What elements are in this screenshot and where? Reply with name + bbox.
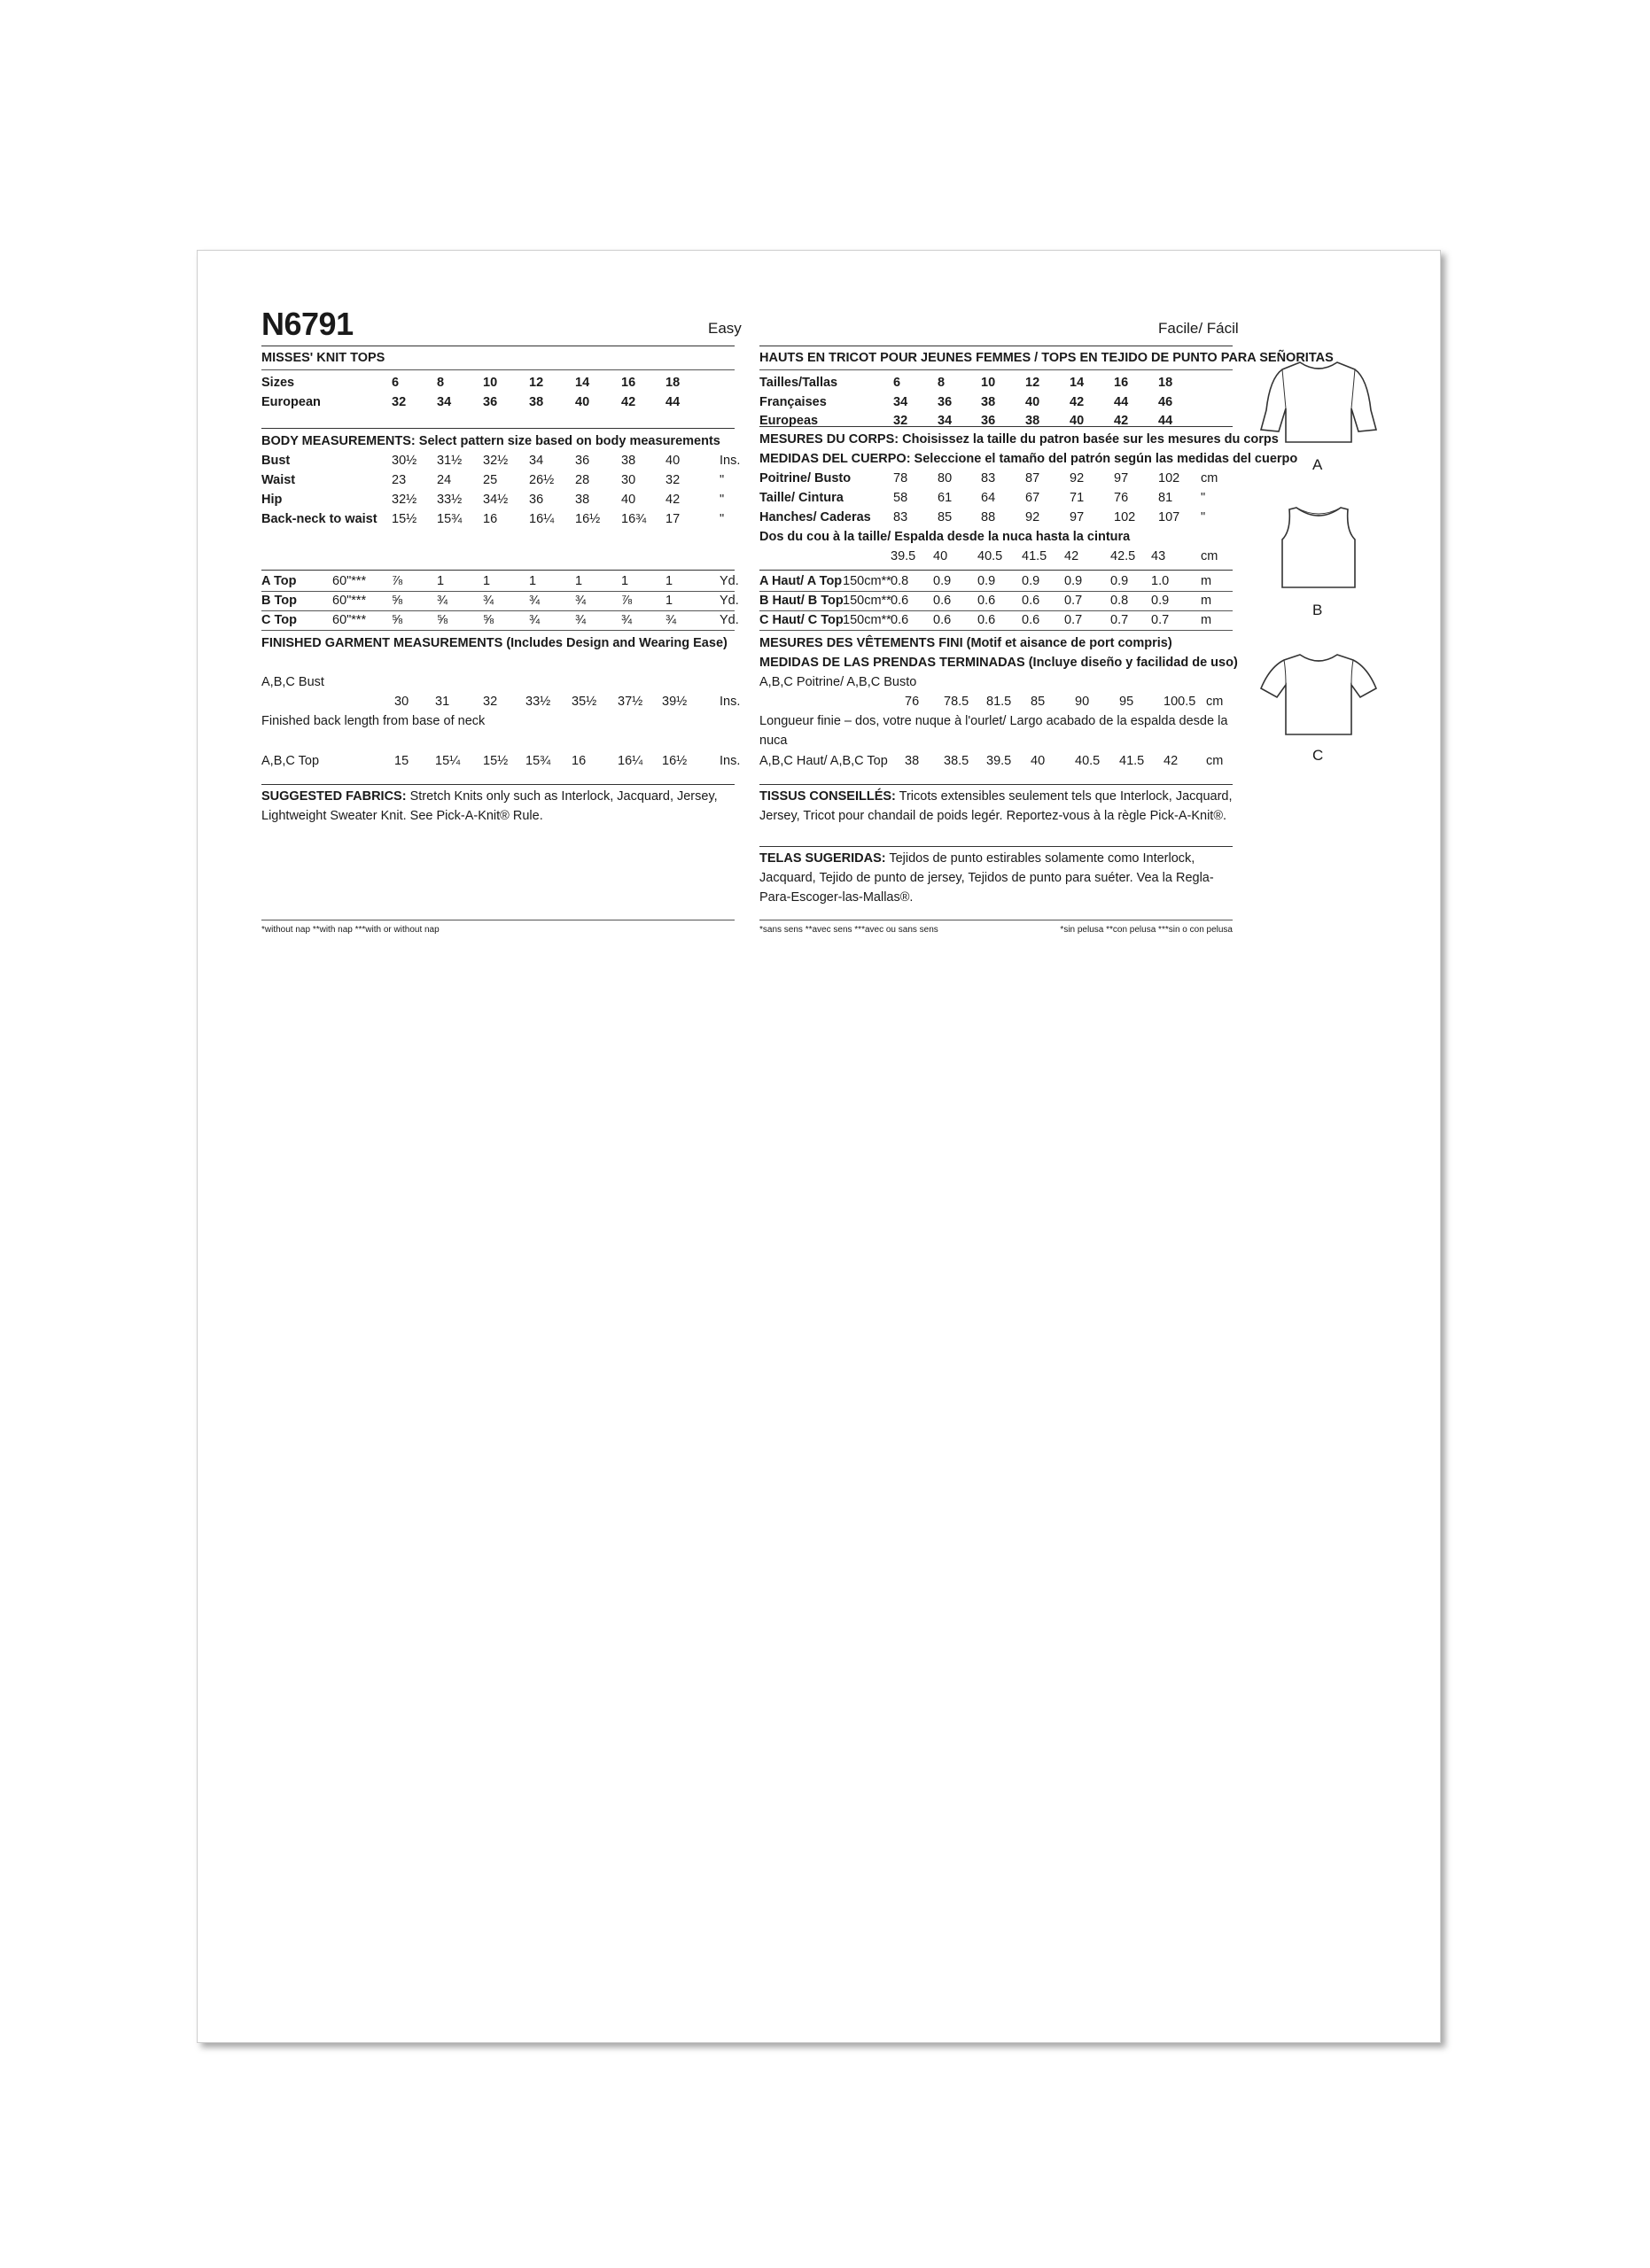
yardage-value: ¾ [665, 613, 677, 627]
size-value: 18 [1158, 376, 1173, 390]
yardage-value: ¾ [621, 613, 633, 627]
yardage-value: 0.6 [977, 594, 996, 608]
yardage-value: 0.6 [1022, 613, 1040, 627]
francaises-size-value: 42 [1070, 395, 1085, 409]
footnote-es: *sin pelusa **con pelusa ***sin o con pelusa [1060, 925, 1233, 935]
body-value: 81 [1158, 491, 1173, 505]
size-value: 8 [437, 376, 445, 390]
body-value: 97 [1070, 510, 1085, 524]
finished-top-value: 40.5 [1075, 754, 1101, 768]
top-label-fr-es: A,B,C Haut/ A,B,C Top [759, 754, 888, 768]
body-value: 16¾ [621, 512, 647, 526]
yardage-value: ⅝ [483, 613, 494, 627]
fabric-width: 60"*** [332, 613, 367, 627]
finished-bust-value: 85 [1031, 695, 1046, 709]
body-value: 71 [1070, 491, 1085, 505]
size-value: 6 [893, 376, 901, 390]
body-value: 23 [392, 473, 407, 487]
body-value: 80 [938, 471, 953, 485]
unit-label: Yd. [720, 613, 739, 627]
finished-bust-value: 33½ [525, 695, 551, 709]
footnote-fr: *sans sens **avec sens ***avec ou sans sens [759, 925, 938, 935]
body-row-label: Back-neck to waist [261, 512, 377, 526]
european-size-value: 40 [575, 395, 590, 409]
yardage-value: 0.7 [1151, 613, 1170, 627]
body-value: 67 [1025, 491, 1040, 505]
body-heading-es-rest: Seleccione el tamaño del patrón según las medidas del cuerpo [910, 452, 1298, 466]
yardage-value: 0.6 [1022, 594, 1040, 608]
yardage-value: 1 [529, 574, 537, 588]
body-value: 34 [529, 454, 544, 468]
yardage-value: 0.9 [933, 574, 952, 588]
fabrics-text: Stretch Knits only such as Interlock, Jacquard, Jersey, Lightweight Sweater Knit. See Pick-A-Knit® Rule. [261, 789, 718, 823]
european-size-value: 32 [392, 395, 407, 409]
yardage-value: 1 [665, 594, 673, 608]
body-value: 40 [621, 493, 636, 507]
fabrics-es-text: Tejidos de punto estirables solamente como Interlock, Jacquard, Tejido de punto de jersey, Tejidos de punto para suéter. Vea la Regla-Para-Escoger-las-Mallas®. [759, 851, 1214, 905]
finished-bust-value: 30 [394, 695, 409, 709]
unit-label: Ins. [720, 454, 741, 468]
finished-bust-value: 32 [483, 695, 498, 709]
yardage-value: 1 [437, 574, 445, 588]
yardage-value: ⅞ [621, 594, 633, 608]
yardage-value: ¾ [575, 594, 587, 608]
finished-top-value: 15½ [483, 754, 509, 768]
sleeveless-top-b-icon [1277, 504, 1360, 591]
back-label-fr-es: Dos du cou à la taille/ Espalda desde la nuca hasta la cintura [759, 530, 1131, 544]
view-a-label: A [1312, 456, 1323, 473]
fabric-width: 60"*** [332, 594, 367, 608]
sizes-label-fr-es: Tailles/Tallas [759, 376, 838, 390]
european-size-value: 38 [529, 395, 544, 409]
body-value: 24 [437, 473, 452, 487]
unit-label: m [1201, 613, 1212, 627]
size-value: 16 [621, 376, 636, 390]
yardage-value: 1 [575, 574, 583, 588]
yardage-value: 1.0 [1151, 574, 1170, 588]
body-value: 16 [483, 512, 498, 526]
finished-top-value: 40 [1031, 754, 1046, 768]
size-value: 12 [529, 376, 544, 390]
europeas-size-value: 42 [1114, 414, 1129, 428]
body-value: 64 [981, 491, 996, 505]
body-value: 32½ [392, 493, 417, 507]
yardage-row-label-fr-es: B Haut/ B Top [759, 594, 844, 608]
finished-bust-value: 31 [435, 695, 450, 709]
difficulty-label: Easy [708, 320, 742, 337]
yardage-row-label: C Top [261, 613, 297, 627]
francaises-size-value: 44 [1114, 395, 1129, 409]
finished-top-value: 15¾ [525, 754, 551, 768]
finished-top-value: 42 [1164, 754, 1179, 768]
view-c-label: C [1312, 747, 1324, 764]
finished-bust-value: 90 [1075, 695, 1090, 709]
body-heading-fr [759, 430, 1279, 449]
size-value: 18 [665, 376, 681, 390]
body-value: 30 [621, 473, 636, 487]
body-value: 38 [575, 493, 590, 507]
european-size-value: 42 [621, 395, 636, 409]
body-value: 36 [529, 493, 544, 507]
body-value: 97 [1114, 471, 1129, 485]
back-length-label: Finished back length from base of neck [261, 714, 486, 728]
finished-bust-value: 39½ [662, 695, 688, 709]
size-value: 10 [981, 376, 996, 390]
body-value: 17 [665, 512, 681, 526]
europeas-size-value: 40 [1070, 414, 1085, 428]
body-heading-rest: Select pattern size based on body measurements [415, 434, 720, 448]
suggested-fabrics-fr [759, 787, 1233, 826]
yardage-value: ¾ [483, 594, 494, 608]
finished-top-value: 16½ [662, 754, 688, 768]
back-value: 43 [1151, 549, 1166, 563]
sizes-rule-fr-es [759, 426, 1233, 427]
fabric-width: 150cm** [843, 613, 891, 627]
unit-label: " [1201, 510, 1206, 524]
back-value: 39.5 [891, 549, 916, 563]
unit-label: cm [1201, 471, 1218, 485]
finished-heading-fr: MESURES DES VÊTEMENTS FINI (Motif et aisance de port compris) [759, 636, 1172, 650]
fabric-width: 60"*** [332, 574, 367, 588]
body-heading-fr-rest: Choisissez la taille du patron basée sur les mesures du corps [899, 432, 1279, 447]
body-value: 16½ [575, 512, 601, 526]
fabrics-rule-es [759, 846, 1233, 847]
body-measurements-heading [261, 431, 720, 451]
yardage-value: 0.9 [1022, 574, 1040, 588]
fabrics-es-bold: TELAS SUGERIDAS: [759, 851, 886, 866]
sizes-label: Sizes [261, 376, 295, 390]
finished-top-value: 41.5 [1119, 754, 1145, 768]
top-label: A,B,C Top [261, 754, 320, 768]
body-row-label-fr-es: Poitrine/ Busto [759, 471, 852, 485]
view-b-label: B [1312, 602, 1323, 618]
yardage-value: ¾ [529, 594, 541, 608]
body-row-label-fr-es: Taille/ Cintura [759, 491, 844, 505]
finished-top-value: 38 [905, 754, 920, 768]
body-value: 34½ [483, 493, 509, 507]
fabrics-rule-fr [759, 784, 1233, 785]
fabrics-rule [261, 784, 735, 785]
body-value: 88 [981, 510, 996, 524]
title-underline-fr-es [759, 369, 1233, 370]
finished-top-value: 38.5 [944, 754, 969, 768]
finished-heading: FINISHED GARMENT MEASUREMENTS (Includes Design and Wearing Ease) [261, 636, 728, 650]
unit-label: " [720, 493, 725, 507]
finished-bust-value: 37½ [618, 695, 643, 709]
finished-bust-value: 76 [905, 695, 920, 709]
yardage-value: 0.7 [1064, 594, 1083, 608]
body-value: 40 [665, 454, 681, 468]
yardage-top-rule-fr-es [759, 570, 1233, 571]
yardage-value: 0.7 [1064, 613, 1083, 627]
body-row-label: Waist [261, 473, 296, 487]
francaises-size-value: 38 [981, 395, 996, 409]
suggested-fabrics-es [759, 849, 1233, 907]
body-value: 32½ [483, 454, 509, 468]
body-value: 102 [1114, 510, 1136, 524]
unit-label: " [720, 473, 725, 487]
pattern-title-fr-es: HAUTS EN TRICOT POUR JEUNES FEMMES / TOPS EN TEJIDO DE PUNTO PARA SEÑORITAS [759, 351, 1334, 365]
body-value: 85 [938, 510, 953, 524]
sleeved-top-a-icon [1259, 357, 1378, 446]
pattern-number: N6791 [261, 306, 354, 342]
size-value: 16 [1114, 376, 1129, 390]
body-value: 33½ [437, 493, 463, 507]
finished-bust-value: 81.5 [986, 695, 1012, 709]
yardage-value: ⅝ [392, 613, 403, 627]
body-value: 26½ [529, 473, 555, 487]
unit-label: Ins. [720, 754, 741, 768]
europeas-size-value: 36 [981, 414, 996, 428]
back-value: 42.5 [1110, 549, 1136, 563]
body-value: 92 [1070, 471, 1085, 485]
yardage-row-rule [759, 630, 1233, 631]
europeas-size-value: 38 [1025, 414, 1040, 428]
body-value: 32 [665, 473, 681, 487]
yardage-value: 0.9 [977, 574, 996, 588]
finished-top-value: 16¼ [618, 754, 643, 768]
europeas-size-value: 34 [938, 414, 953, 428]
bust-label: A,B,C Bust [261, 675, 324, 689]
yardage-value: 0.6 [977, 613, 996, 627]
yardage-value: 0.6 [891, 594, 909, 608]
body-value: 83 [893, 510, 908, 524]
body-row-label-fr-es: Hanches/ Caderas [759, 510, 871, 524]
back-value: 41.5 [1022, 549, 1047, 563]
body-value: 25 [483, 473, 498, 487]
unit-label: m [1201, 594, 1212, 608]
yardage-row-label: B Top [261, 594, 297, 608]
body-value: 28 [575, 473, 590, 487]
size-value: 6 [392, 376, 400, 390]
finished-bust-value: 78.5 [944, 695, 969, 709]
length-text-fr-es: Longueur finie – dos, votre nuque à l'ourlet/ Largo acabado de la espalda desde la nuca [759, 714, 1228, 748]
unit-label: m [1201, 574, 1212, 588]
yardage-row-rule [261, 630, 735, 631]
yardage-value: 0.7 [1110, 613, 1129, 627]
body-row-label: Hip [261, 493, 283, 507]
body-value: 83 [981, 471, 996, 485]
unit-label: Ins. [720, 695, 741, 709]
yardage-value: 1 [621, 574, 629, 588]
francaises-label: Françaises [759, 395, 827, 409]
back-value: 40.5 [977, 549, 1003, 563]
finished-top-value: 15 [394, 754, 409, 768]
back-value: 40 [933, 549, 948, 563]
yardage-row-label-fr-es: C Haut/ C Top [759, 613, 844, 627]
size-value: 10 [483, 376, 498, 390]
unit-label: Yd. [720, 574, 739, 588]
finished-heading-es: MEDIDAS DE LAS PRENDAS TERMINADAS (Incluye diseño y facilidad de uso) [759, 656, 1238, 670]
yardage-value: 0.9 [1110, 574, 1129, 588]
unit-label: cm [1201, 549, 1218, 563]
europeas-size-value: 44 [1158, 414, 1173, 428]
body-value: 58 [893, 491, 908, 505]
body-value: 31½ [437, 454, 463, 468]
yardage-value: 0.6 [933, 613, 952, 627]
body-row-label: Bust [261, 454, 291, 468]
body-value: 15½ [392, 512, 417, 526]
francaises-size-value: 34 [893, 395, 908, 409]
yardage-value: 1 [665, 574, 673, 588]
body-value: 107 [1158, 510, 1180, 524]
finished-bust-value: 35½ [572, 695, 597, 709]
yardage-value: 0.6 [891, 613, 909, 627]
size-value: 14 [575, 376, 590, 390]
pattern-title: MISSES' KNIT TOPS [261, 351, 385, 365]
yardage-value: ⅝ [437, 613, 448, 627]
yardage-row-label-fr-es: A Haut/ A Top [759, 574, 843, 588]
body-value: 92 [1025, 510, 1040, 524]
body-value: 78 [893, 471, 908, 485]
body-heading-fr-bold: MESURES DU CORPS: [759, 432, 899, 447]
back-value: 42 [1064, 549, 1079, 563]
yardage-value: ⅞ [392, 574, 403, 588]
francaises-size-value: 36 [938, 395, 953, 409]
sizes-rule [261, 428, 735, 429]
unit-label: cm [1206, 754, 1224, 768]
finished-bust-value: 95 [1119, 695, 1134, 709]
yardage-value: 0.6 [933, 594, 952, 608]
european-size-value: 34 [437, 395, 452, 409]
fabric-width: 150cm** [843, 594, 891, 608]
size-value: 8 [938, 376, 946, 390]
difficulty-label-fr-es: Facile/ Fácil [1158, 320, 1239, 337]
european-label: European [261, 395, 321, 409]
body-value: 61 [938, 491, 953, 505]
unit-label: Yd. [720, 594, 739, 608]
body-value: 102 [1158, 471, 1180, 485]
fabrics-fr-text: Tricots extensibles seulement tels que Interlock, Jacquard, Jersey, Tricot pour chandail de poids legér. Reportez-vous à la règle Pick-A-Knit®. [759, 789, 1233, 823]
yardage-value: 0.8 [891, 574, 909, 588]
unit-label: cm [1206, 695, 1224, 709]
yardage-value: 1 [483, 574, 491, 588]
title-underline [261, 369, 735, 370]
body-value: 87 [1025, 471, 1040, 485]
europeas-size-value: 32 [893, 414, 908, 428]
unit-label: " [1201, 491, 1206, 505]
finished-bust-value: 100.5 [1164, 695, 1196, 709]
fabrics-fr-bold: TISSUS CONSEILLÉS: [759, 789, 896, 804]
body-value: 76 [1114, 491, 1129, 505]
europeas-label: Europeas [759, 414, 819, 428]
suggested-fabrics [261, 787, 735, 826]
finished-top-value: 15¼ [435, 754, 461, 768]
size-value: 14 [1070, 376, 1085, 390]
pattern-sheet [197, 250, 1441, 2043]
unit-label: " [720, 512, 725, 526]
francaises-size-value: 46 [1158, 395, 1173, 409]
body-value: 42 [665, 493, 681, 507]
yardage-value: ⅝ [392, 594, 403, 608]
body-heading-es-bold: MEDIDAS DEL CUERPO: [759, 452, 911, 466]
yardage-value: ¾ [529, 613, 541, 627]
size-value: 12 [1025, 376, 1040, 390]
yardage-value: 0.9 [1064, 574, 1083, 588]
finished-top-value: 39.5 [986, 754, 1012, 768]
european-size-value: 36 [483, 395, 498, 409]
european-size-value: 44 [665, 395, 681, 409]
yardage-value: 0.8 [1110, 594, 1129, 608]
body-value: 16¼ [529, 512, 555, 526]
fabrics-bold: SUGGESTED FABRICS: [261, 789, 407, 804]
yardage-value: ¾ [437, 594, 448, 608]
finished-top-value: 16 [572, 754, 587, 768]
body-value: 15¾ [437, 512, 463, 526]
body-heading-es [759, 449, 1297, 469]
fabric-width: 150cm** [843, 574, 891, 588]
yardage-value: ¾ [575, 613, 587, 627]
short-sleeve-top-c-icon [1259, 649, 1378, 738]
body-value: 38 [621, 454, 636, 468]
bust-label-fr-es: A,B,C Poitrine/ A,B,C Busto [759, 675, 917, 689]
body-heading-bold: BODY MEASUREMENTS: [261, 434, 416, 448]
yardage-row-label: A Top [261, 574, 297, 588]
yardage-top-rule [261, 570, 735, 571]
body-value: 30½ [392, 454, 417, 468]
francaises-size-value: 40 [1025, 395, 1040, 409]
footnote: *without nap **with nap ***with or without nap [261, 925, 440, 935]
body-value: 36 [575, 454, 590, 468]
yardage-value: 0.9 [1151, 594, 1170, 608]
